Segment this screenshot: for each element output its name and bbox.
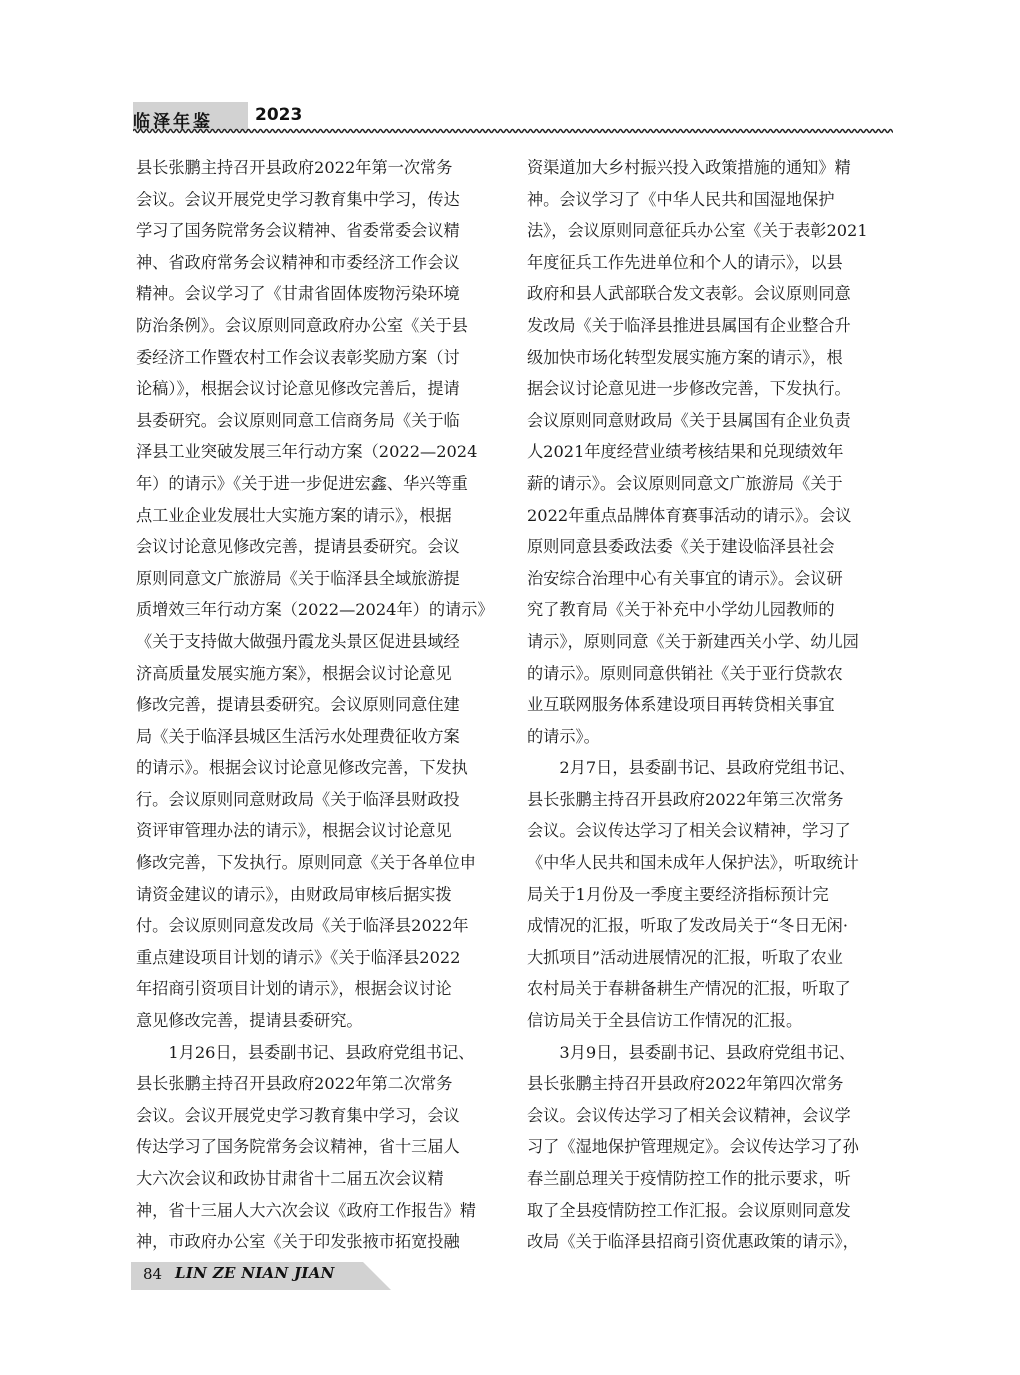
header-title-tab [133,102,248,130]
right-column [527,152,889,1258]
footer-title: LIN ZE NIAN JIAN [175,1264,335,1282]
paragraph: 2月7日，县委副书记、县政府党组书记、 县长张鹏主持召开县政府2022年第三次常务 会议。会议传达学习了相关会议精神，学习了 《中华人民共和国未成年人保护法》，听取统计 局关于1月份及一季度主要经济指标预计完 成情况的汇报，听取了发改局关于“冬日无闲· 大抓项目”活动进展情况的汇报，听取了农业 农村局关于春耕备耕生产情况的汇报，听取了 信访局关于全县信访工作情况的汇报。 [527,758,859,1031]
yearbook-year: 2023 [255,105,303,125]
wavy-rule [133,128,893,134]
left-column [136,152,494,1258]
page-number: 84 [143,1265,163,1283]
paragraph: 1月26日，县委副书记、县政府党组书记、 县长张鹏主持召开县政府2022年第二次常务 会议。会议开展党史学习教育集中学习，会议 传达学习了国务院常务会议精神，省十三届人 大六次会议和政协甘肃省十二届五次会议精 神，省十三届人大六次会议《政府工作报告》精 神，市政府办公室《关于印发张掖市拓宽投融 [136,1042,476,1252]
paragraph: 3月9日，县委副书记、县政府党组书记、 县长张鹏主持召开县政府2022年第四次常务 会议。会议传达学习了相关会议精神，会议学 习了《湿地保护管理规定》。会议传达学习了孙 春兰副总理关于疫情防控工作的批示要求，听 取了全县疫情防控工作汇报。会议原则同意发 改局《关于临泽县招商引资优惠政策的请示》， [527,1042,859,1252]
paragraph: 县长张鹏主持召开县政府2022年第一次常务 会议。会议开展党史学习教育集中学习，传达 学习了国务院常务会议精神、省委常委会议精 神、省政府常务会议精神和市委经济工作会议 精神。会议学习了《甘肃省固体废物污染环境 防治条例》。会议原则同意政府办公室《关于县 委经济工作暨农村工作会议表彰奖励方案（讨 论稿）》，根据会议讨论意见修改完善后，提请 县委研究。会议原则同意工信商务局《关于临 泽县工业突破发展三年行动方案（2022—2024 年）的请示》《关于进一步促进宏鑫、华兴等重 点工业企业发展壮大实施方案的请示》，根据 会议讨论意见修改完善，提请县委研究。会议 原则同意文广旅游局《关于临泽县全域旅游提 质增效三年行动方案（2022—2024年）的请示》 《关于支持做大做强丹霞龙头景区促进县域经 济高质量发展实施方案》，根据会议讨论意见 修改完善，提请县委研究。会议原则同意住建 局《关于临泽县城区生活污水处理费征收方案 的请示》。根据会议讨论意见修改完善，下发执 行。会议原则同意财政局《关于临泽县财政投 资评审管理办法的请示》，根据会议讨论意见 修改完善，下发执行。原则同意《关于各单位申 请资金建议的请示》，由财政局审核后据实拨 付。会议原则同意发改局《关于临泽县2022年 重点建设项目计划的请示》《关于临泽县2022 年招商引资项目计划的请示》，根据会议讨论 意见修改完善，提请县委研究。 [136,158,494,1031]
yearbook-title: 临泽年鉴 [133,112,213,132]
paragraph: 资渠道加大乡村振兴投入政策措施的通知》精 神。会议学习了《中华人民共和国湿地保护 法》，会议原则同意征兵办公室《关于表彰2021 年度征兵工作先进单位和个人的请示》，以县 政府和县人武部联合发文表彰。会议原则同意 发改局《关于临泽县推进县属国有企业整合升 级加快市场化转型发展实施方案的请示》，根 据会议讨论意见进一步修改完善，下发执行。 会议原则同意财政局《关于县属国有企业负责 人2021年度经营业绩考核结果和兑现绩效年 薪的请示》。会议原则同意文广旅游局《关于 2022年重点品牌体育赛事活动的请示》。会议 原则同意县委政法委《关于建设临泽县社会 治安综合治理中心有关事宜的请示》。会议研 究了教育局《关于补充中小学幼儿园教师的 请示》，原则同意《关于新建西关小学、幼儿园 的请示》。原则同意供销社《关于亚行贷款农 业互联网服务体系建设项目再转贷相关事宜 的请示》。 [527,158,868,746]
running-header [133,100,893,134]
